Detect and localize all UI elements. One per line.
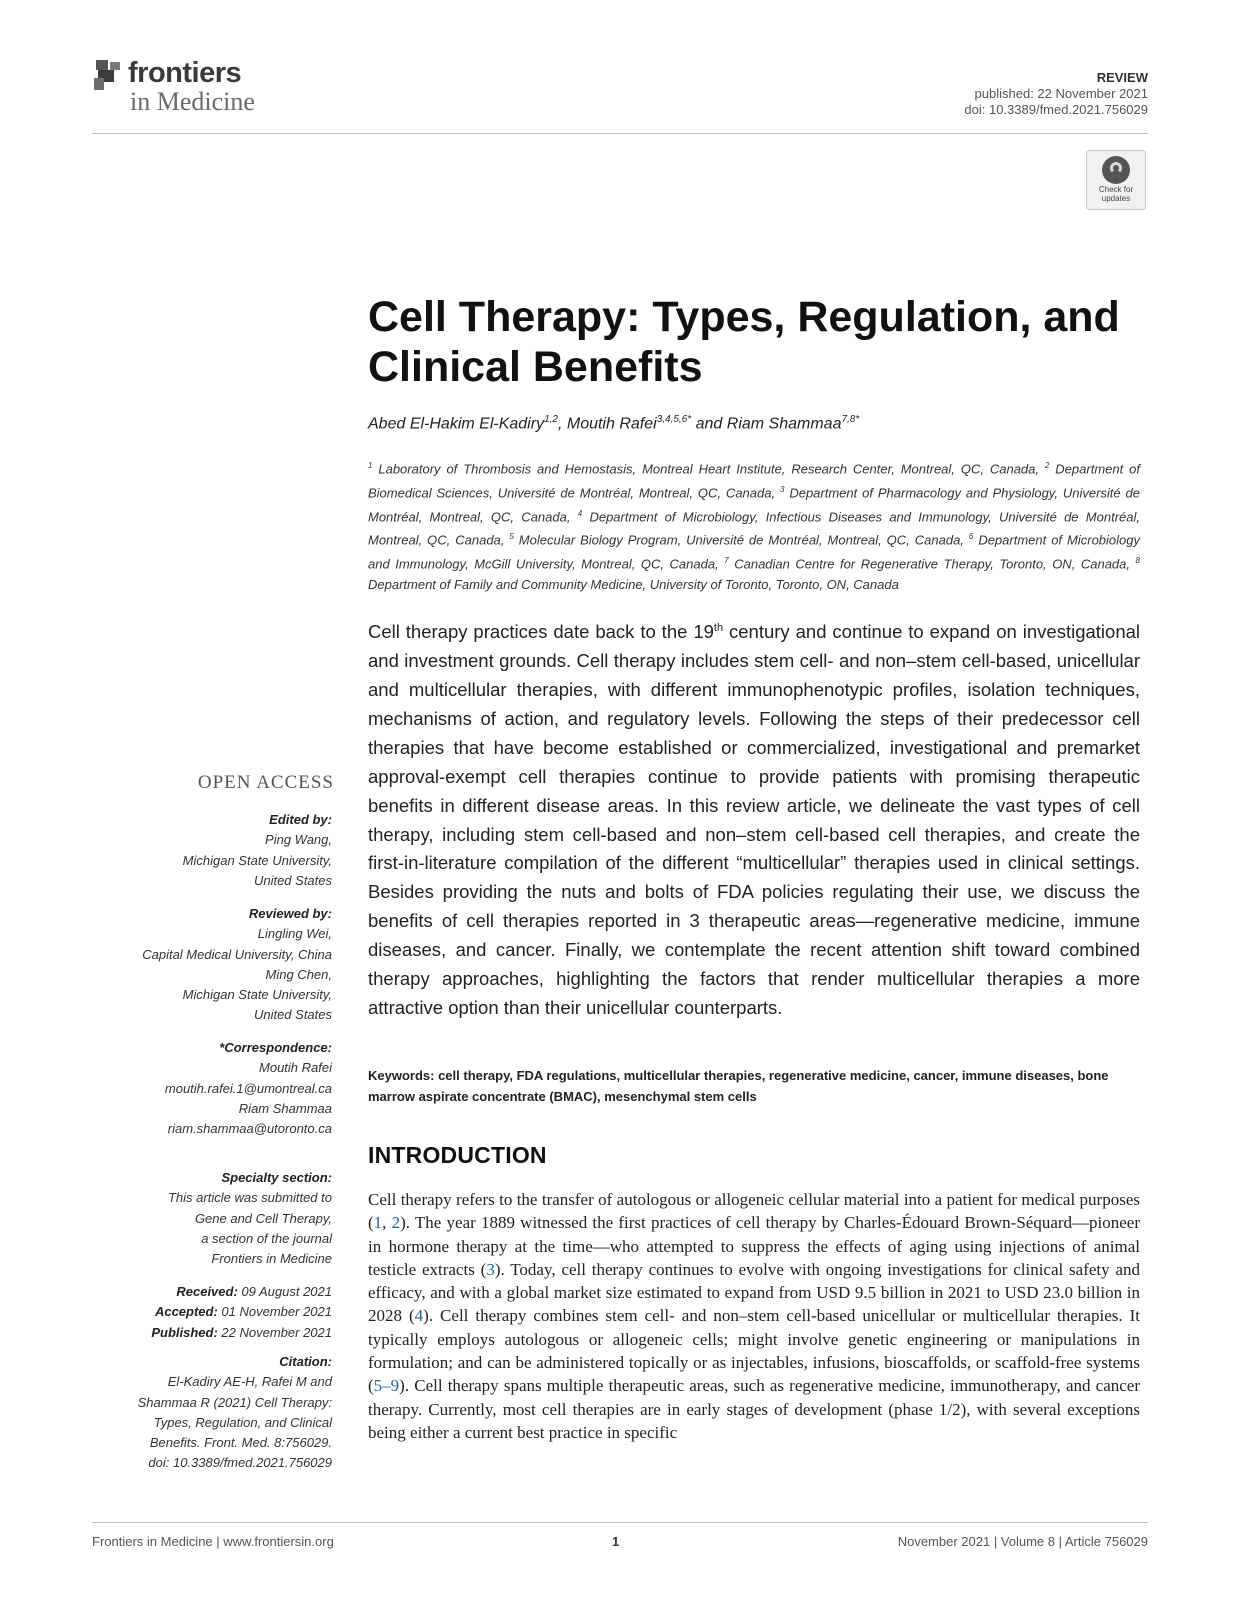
published-value: 22 November 2021	[217, 1324, 332, 1340]
editor-affiliation: United States	[253, 872, 332, 888]
article-meta	[964, 70, 1148, 118]
badge-line-2: updates	[1101, 194, 1131, 203]
edited-by-label: Edited by:	[269, 812, 332, 827]
crossmark-icon	[1102, 156, 1130, 184]
affil-num: 8	[1135, 556, 1140, 566]
abstract-text: century and continue to expand on investigational and investment grounds. Cell therapy includes stem cell- and non–stem cell-based, unicellular and multicellular therapies, with different immunophenotypic profiles, isolation techniques, mechanisms of action, and regulatory levels. Following the steps of their predecessor cell therapies that have become established or commercialized, investigational and premarket approval-exempt cell therapies continue to provide patients with promising therapeutic benefits in different disease areas. In this review article, we delineate the vast types of cell therapy, including stem cell-based and non–stem cell-based cell therapies, and create the first-in-literature compilation of the different “multicellular” therapies used in clinical settings. Besides providing the nuts and bolts of FDA policies regulating their use, we discuss the benefits of cell therapies reported in 3 therapeutic areas—regenerative medicine, immune diseases, and cancer. Finally, we contemplate the recent attention shift toward combined therapy approaches, highlighting the factors that render multicellular therapies a more attractive option than their unicellular counterparts.	[368, 621, 1141, 1018]
received-label: Received:	[176, 1284, 238, 1299]
reviewer-affiliation: United States	[253, 1007, 332, 1023]
accepted-label: Accepted:	[154, 1304, 218, 1320]
affil-num: 6	[968, 532, 974, 542]
accepted-value: 01 November 2021	[217, 1304, 332, 1320]
article-title	[368, 292, 1168, 392]
frontiers-logo-icon	[92, 58, 128, 92]
affil-num: 5	[509, 532, 514, 542]
article-doi[interactable]: doi: 10.3389/fmed.2021.756029	[964, 102, 1148, 117]
author-separator: ,	[557, 415, 567, 433]
header-divider	[92, 133, 1148, 134]
article-type: REVIEW	[1096, 70, 1148, 85]
reviewer-affiliation: Capital Medical University, China	[142, 946, 332, 962]
author-affil-ref: 1,2	[544, 414, 558, 425]
body-text: ). Today, cell therapy continues to evolve with ongoing investigations for clinical safety and efficacy, and with a global market size estimated to expand from USD 9.5 billion in 2021 to USD 23.0 billion in 2028 (	[368, 1259, 1140, 1326]
specialty-text: This article was submitted to	[167, 1190, 332, 1206]
author-list	[368, 414, 859, 433]
affil-text: Canadian Centre for Regenerative Therapy, Toronto, ON, Canada,	[728, 556, 1136, 572]
affil-text: Department of Biomedical Sciences, Université de Montréal, Montreal, QC, Canada,	[368, 461, 1140, 501]
check-for-updates-button[interactable]	[1086, 150, 1146, 210]
logo-wordmark: frontiers	[128, 57, 242, 89]
specialty-text: Gene and Cell Therapy,	[194, 1210, 332, 1226]
received-date	[112, 1282, 332, 1302]
correspondent-name: Moutih Rafei	[259, 1060, 332, 1076]
editor-affiliation: Michigan State University,	[182, 852, 332, 868]
footer-issue-info: November 2021 | Volume 8 | Article 756029	[897, 1534, 1148, 1549]
correspondent-email[interactable]: moutih.rafei.1@umontreal.ca	[164, 1080, 332, 1096]
logo-journal-name: in Medicine	[130, 87, 255, 116]
body-text: Cell therapy refers to the transfer of autologous or allogeneic cellular material into a patient for medical purposes (	[368, 1190, 1140, 1233]
badge-line-1: Check for	[1098, 185, 1134, 194]
affil-text: Laboratory of Thrombosis and Hemostasis, Montreal Heart Institute, Research Center, Montreal, QC, Canada,	[372, 461, 1045, 477]
reviewer-affiliation: Michigan State University,	[182, 987, 332, 1003]
section-heading-introduction: INTRODUCTION	[368, 1142, 547, 1168]
journal-logo	[92, 52, 292, 122]
reviewer-name: Ming Chen,	[265, 966, 332, 982]
citation-link[interactable]: 2	[391, 1213, 401, 1233]
citation-text: Shammaa R (2021) Cell Therapy:	[137, 1394, 332, 1410]
footer-journal-link[interactable]: Frontiers in Medicine | www.frontiersin.org	[92, 1534, 334, 1549]
author-affil-ref: 7,8*	[841, 414, 860, 425]
affil-num: 3	[779, 484, 785, 494]
title-line-1: Cell Therapy: Types, Regulation, and	[368, 293, 1120, 341]
received-value: 09 August 2021	[237, 1284, 332, 1299]
page-number: 1	[612, 1534, 620, 1549]
affil-text: Department of Microbiology and Immunology, McGill University, Montreal, QC, Canada,	[368, 532, 1140, 572]
abstract	[368, 614, 1140, 1023]
edited-by-block	[112, 810, 332, 891]
published-date: published: 22 November 2021	[974, 86, 1148, 101]
reviewer-name: Lingling Wei,	[257, 926, 332, 942]
affil-text: Molecular Biology Program, Université de Montréal, Montreal, QC, Canada,	[513, 532, 969, 548]
abstract-text: Cell therapy practices date back to the 19	[368, 621, 714, 643]
citation-link[interactable]: 5–9	[373, 1376, 400, 1396]
body-text: ). Cell therapy spans multiple therapeutic areas, such as regenerative medicine, immunotherapy, and cancer therapy. Currently, most cell therapies are in early stages of development (phase 1/2), with several exceptions being either a current best practice in specific	[368, 1376, 1140, 1442]
citation-text: Benefits. Front. Med. 8:756029.	[149, 1435, 332, 1451]
affil-num: 4	[577, 508, 583, 518]
correspondence-block	[112, 1038, 332, 1139]
editor-name: Ping Wang,	[265, 832, 332, 848]
dates-block	[112, 1282, 332, 1343]
affil-num: 2	[1044, 461, 1050, 470]
body-text: ,	[382, 1213, 392, 1233]
published-label: Published:	[151, 1324, 218, 1340]
reviewed-by-label: Reviewed by:	[248, 906, 332, 921]
citation-text: Types, Regulation, and Clinical	[153, 1414, 332, 1430]
author-name[interactable]: Moutih Rafei	[566, 415, 657, 433]
specialty-text: Frontiers in Medicine	[211, 1251, 332, 1267]
body-text: ). Cell therapy combines stem cell- and non–stem cell-based unicellular or multicellular therapies. It typically employs autologous or allogeneic cells; might involve genetic engineering or manipulations in formulation; and can be administered topically or as injectables, infusions, bioscaffolds, or scaffold-free systems (	[368, 1306, 1140, 1396]
citation-label: Citation:	[279, 1354, 332, 1369]
footer-divider	[92, 1522, 1148, 1523]
abstract-superscript: th	[713, 622, 724, 634]
citation-doi[interactable]: doi: 10.3389/fmed.2021.756029	[148, 1455, 332, 1471]
affil-num: 1	[368, 461, 373, 470]
keywords: Keywords: cell therapy, FDA regulations, multicellular therapies, regenerative medicine, cancer, immune diseases, bone marrow aspirate concentrate (BMAC), mesenchymal stem cells	[368, 1068, 1109, 1104]
affil-text: Department of Microbiology, Infectious Diseases and Immunology, Université de Montréal, Montreal, QC, Canada,	[368, 508, 1140, 548]
correspondent-name: Riam Shammaa	[238, 1100, 332, 1116]
author-name[interactable]: Riam Shammaa	[726, 415, 842, 433]
specialty-label: Specialty section:	[221, 1170, 332, 1185]
citation-link[interactable]: 3	[486, 1259, 495, 1279]
citation-block	[112, 1352, 332, 1474]
citation-text: El-Kadiry AE-H, Rafei M and	[167, 1374, 332, 1390]
specialty-section-block	[112, 1168, 332, 1269]
author-name[interactable]: Abed El-Hakim El-Kadiry	[368, 415, 545, 433]
correspondent-email[interactable]: riam.shammaa@utoronto.ca	[167, 1121, 332, 1137]
affil-text: Department of Pharmacology and Physiology, Université de Montréal, Montreal, QC, Canada,	[368, 485, 1140, 524]
title-line-2: Clinical Benefits	[368, 343, 703, 391]
affiliations	[368, 456, 1140, 596]
introduction-paragraph	[368, 1188, 1140, 1444]
correspondence-label: *Correspondence:	[219, 1040, 332, 1055]
reviewed-by-block	[112, 904, 332, 1026]
body-text: ). The year 1889 witnessed the first practices of cell therapy by Charles-Édouard Brown-Séquard—pioneer in hormone therapy at the time—who attempted to suppress the effects of aging using injections of animal testicle extracts (	[368, 1213, 1140, 1279]
affil-num: 7	[724, 556, 729, 566]
citation-link[interactable]: 1	[373, 1213, 383, 1233]
author-affil-ref: 3,4,5,6*	[656, 414, 692, 425]
accepted-date	[112, 1302, 332, 1322]
citation-link[interactable]: 4	[414, 1306, 424, 1326]
affil-text: Department of Family and Community Medicine, University of Toronto, Toronto, ON, Canada	[368, 577, 899, 593]
author-separator: and	[691, 415, 727, 433]
open-access-label: OPEN ACCESS	[197, 772, 334, 793]
specialty-text: a section of the journal	[201, 1230, 332, 1246]
published-date-side	[112, 1323, 332, 1343]
